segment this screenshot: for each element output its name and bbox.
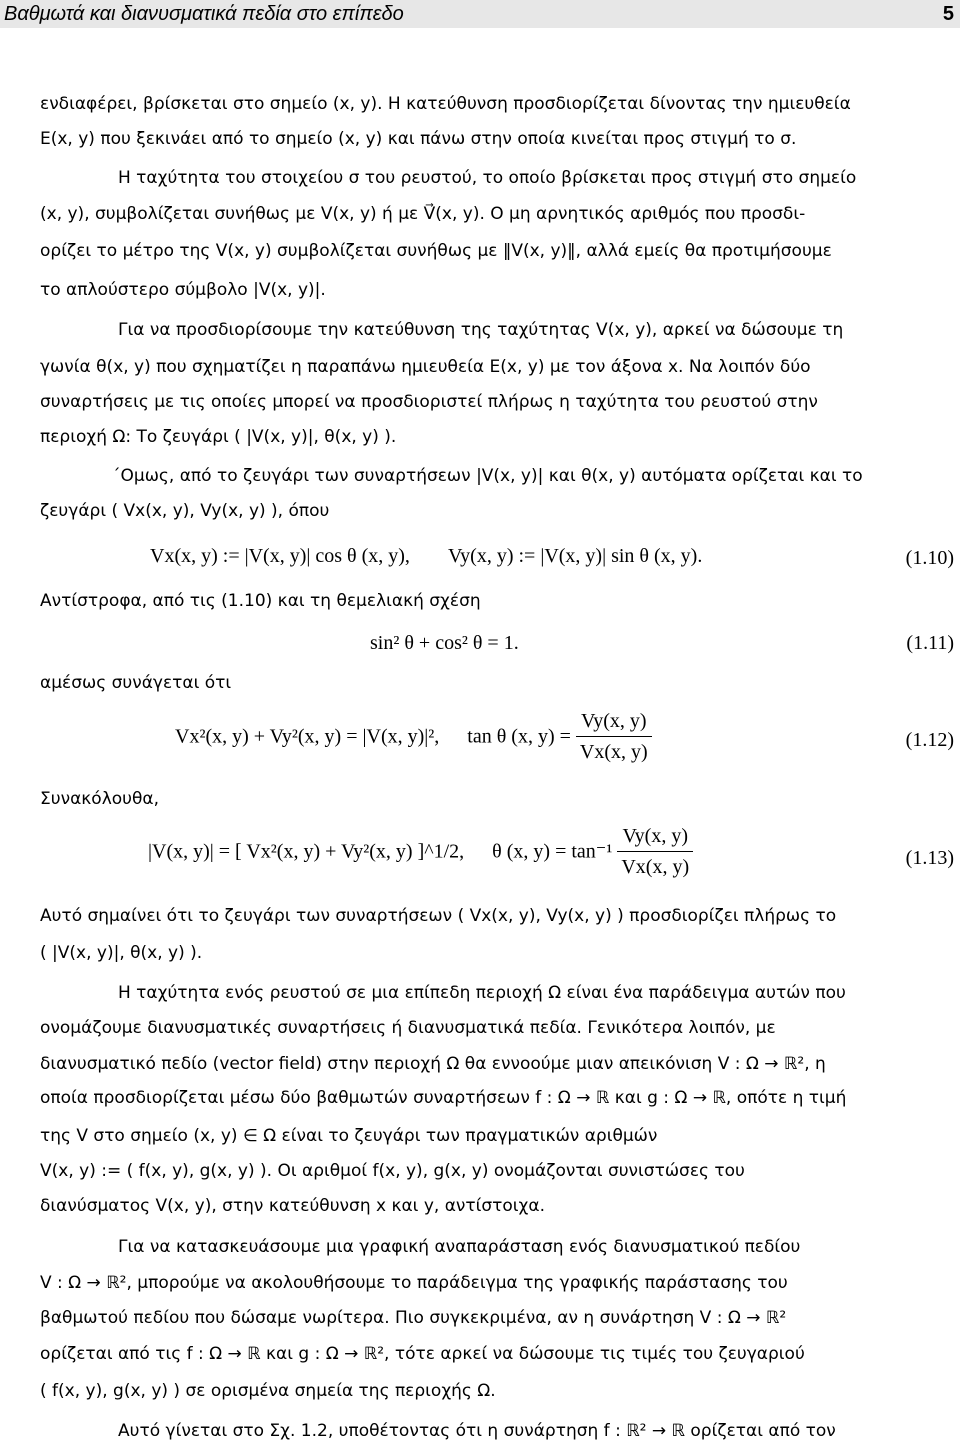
- equation-label: (1.12): [905, 729, 954, 751]
- equation-1-13-left: |V(x, y)| = [ Vx²(x, y) + Vy²(x, y) ]^1/2,: [148, 840, 465, 863]
- text-line: V : Ω → ℝ², μπορούμε να ακολουθήσουμε το παράδειγμα της γραφικής παράστασης του: [40, 1273, 788, 1293]
- text-line: βαθμωτού πεδίου που δώσαμε νωρίτερα. Πιο συγκεκριμένα, αν η συνάρτηση V : Ω → ℝ²: [40, 1308, 787, 1328]
- text-line: γωνία θ(x, y) που σχηματίζει η παραπάνω ημιευθεία E(x, y) με τον άξονα x. Να λοιπόν δύο: [40, 357, 811, 377]
- text-line: διανυσματικό πεδίο (vector field) στην περιοχή Ω θα εννοούμε μιαν απεικόνιση V : Ω → ℝ², η: [40, 1054, 826, 1074]
- equation-1-13: [148, 823, 693, 880]
- text-line: αμέσως συνάγεται ότι: [40, 673, 232, 693]
- equation-label: (1.10): [905, 547, 954, 569]
- equation-1-10-right: Vy(x, y) := |V(x, y)| sin θ (x, y).: [447, 545, 703, 567]
- equation-1-12-left: Vx²(x, y) + Vy²(x, y) = |V(x, y)|²,: [175, 725, 440, 748]
- text-line: οποία προσδιορίζεται μέσω δύο βαθμωτών συναρτήσεων f : Ω → ℝ και g : Ω → ℝ, οπότε η τιμή: [40, 1088, 847, 1108]
- fraction: [576, 708, 652, 765]
- text-line: ορίζεται από τις f : Ω → ℝ και g : Ω → ℝ², τότε αρκεί να δώσουμε τις τιμές του ζευγαριού: [40, 1344, 805, 1364]
- text-line: περιοχή Ω: Το ζευγάρι ( |V(x, y)|, θ(x, y) ).: [40, 427, 397, 447]
- fraction-numerator: Vy(x, y): [617, 823, 693, 852]
- text-line: ( f(x, y), g(x, y) ) σε ορισμένα σημεία της περιοχής Ω.: [40, 1381, 496, 1401]
- section-title: Βαθμωτά και διανυσματικά πεδία στο επίπεδο: [4, 3, 404, 25]
- text-line: Η ταχύτητα ενός ρευστού σε μια επίπεδη περιοχή Ω είναι ένα παράδειγμα αυτών που: [118, 983, 846, 1003]
- text-line: της V στο σημείο (x, y) ∈ Ω είναι το ζευγάρι των πραγματικών αριθμών: [40, 1126, 658, 1146]
- text-line: V(x, y) := ( f(x, y), g(x, y) ). Οι αριθμοί f(x, y), g(x, y) ονομάζονται συνιστώσες του: [40, 1161, 745, 1181]
- equation-1-10-left: Vx(x, y) := |V(x, y)| cos θ (x, y),: [150, 545, 410, 567]
- text-line: ΄Ομως, από το ζευγάρι των συναρτήσεων |V(x, y)| και θ(x, y) αυτόματα ορίζεται και το: [112, 466, 863, 486]
- fraction-numerator: Vy(x, y): [576, 708, 652, 737]
- text-line: (x, y), συμβολίζεται συνήθως με V(x, y) ή με V⃗(x, y). Ο μη αρνητικός αριθμός που προσδι-: [40, 204, 806, 224]
- page-header: [0, 0, 960, 28]
- text-line: διανύσματος V(x, y), στην κατεύθυνση x και y, αντίστοιχα.: [40, 1196, 545, 1216]
- text-line: ενδιαφέρει, βρίσκεται στο σημείο (x, y). Η κατεύθυνση προσδιορίζεται δίνοντας την ημιευθεία: [40, 94, 851, 114]
- text-line: το απλούστερο σύμβολο |V(x, y)|.: [40, 280, 326, 300]
- equation-1-10: [150, 543, 702, 569]
- fraction-denominator: Vx(x, y): [579, 741, 648, 763]
- fraction: [617, 823, 693, 880]
- text-line: Για να κατασκευάσουμε μια γραφική αναπαράσταση ενός διανυσματικού πεδίου: [118, 1237, 801, 1257]
- equation-label: (1.11): [906, 632, 954, 654]
- text-line: ορίζει το μέτρο της V(x, y) συμβολίζεται συνήθως με ‖V(x, y)‖, αλλά εμείς θα προτιμήσουμε: [40, 241, 832, 261]
- text-line: Αντίστροφα, από τις (1.10) και τη θεμελιακή σχέση: [40, 591, 481, 611]
- text-line: συναρτήσεις με τις οποίες μπορεί να προσδιοριστεί πλήρως η ταχύτητα του ρευστού στην: [40, 392, 818, 412]
- text-line: E(x, y) που ξεκινάει από το σημείο (x, y) και πάνω στην οποία κινείται προς στιγμή το σ.: [40, 129, 797, 149]
- fraction-denominator: Vx(x, y): [621, 856, 690, 878]
- text-line: ονομάζουμε διανυσματικές συναρτήσεις ή διανυσματικά πεδία. Γενικότερα λοιπόν, με: [40, 1018, 776, 1038]
- text-line: Η ταχύτητα του στοιχείου σ του ρευστού, το οποίο βρίσκεται προς στιγμή στο σημείο: [118, 168, 857, 188]
- equation-label: (1.13): [905, 847, 954, 869]
- page-number: 5: [942, 3, 954, 25]
- equation-1-12-tan: tan θ (x, y) =: [467, 725, 571, 748]
- text-line: Συνακόλουθα,: [40, 789, 160, 809]
- text-line: Για να προσδιορίσουμε την κατεύθυνση της ταχύτητας V(x, y), αρκεί να δώσουμε τη: [118, 320, 844, 340]
- equation-1-11: sin² θ + cos² θ = 1.: [370, 632, 519, 654]
- text-line: ( |V(x, y)|, θ(x, y) ).: [40, 943, 203, 963]
- text-line: Αυτό σημαίνει ότι το ζευγάρι των συναρτήσεων ( Vx(x, y), Vy(x, y) ) προσδιορίζει πλήρως το: [40, 906, 837, 926]
- text-line: Αυτό γίνεται στο Σχ. 1.2, υποθέτοντας ότι η συνάρτηση f : ℝ² → ℝ ορίζεται από τον: [118, 1421, 836, 1441]
- equation-1-13-theta: θ (x, y) = tan⁻¹: [492, 840, 613, 863]
- equation-1-12: [175, 708, 652, 765]
- text-line: ζευγάρι ( Vx(x, y), Vy(x, y) ), όπου: [40, 501, 330, 521]
